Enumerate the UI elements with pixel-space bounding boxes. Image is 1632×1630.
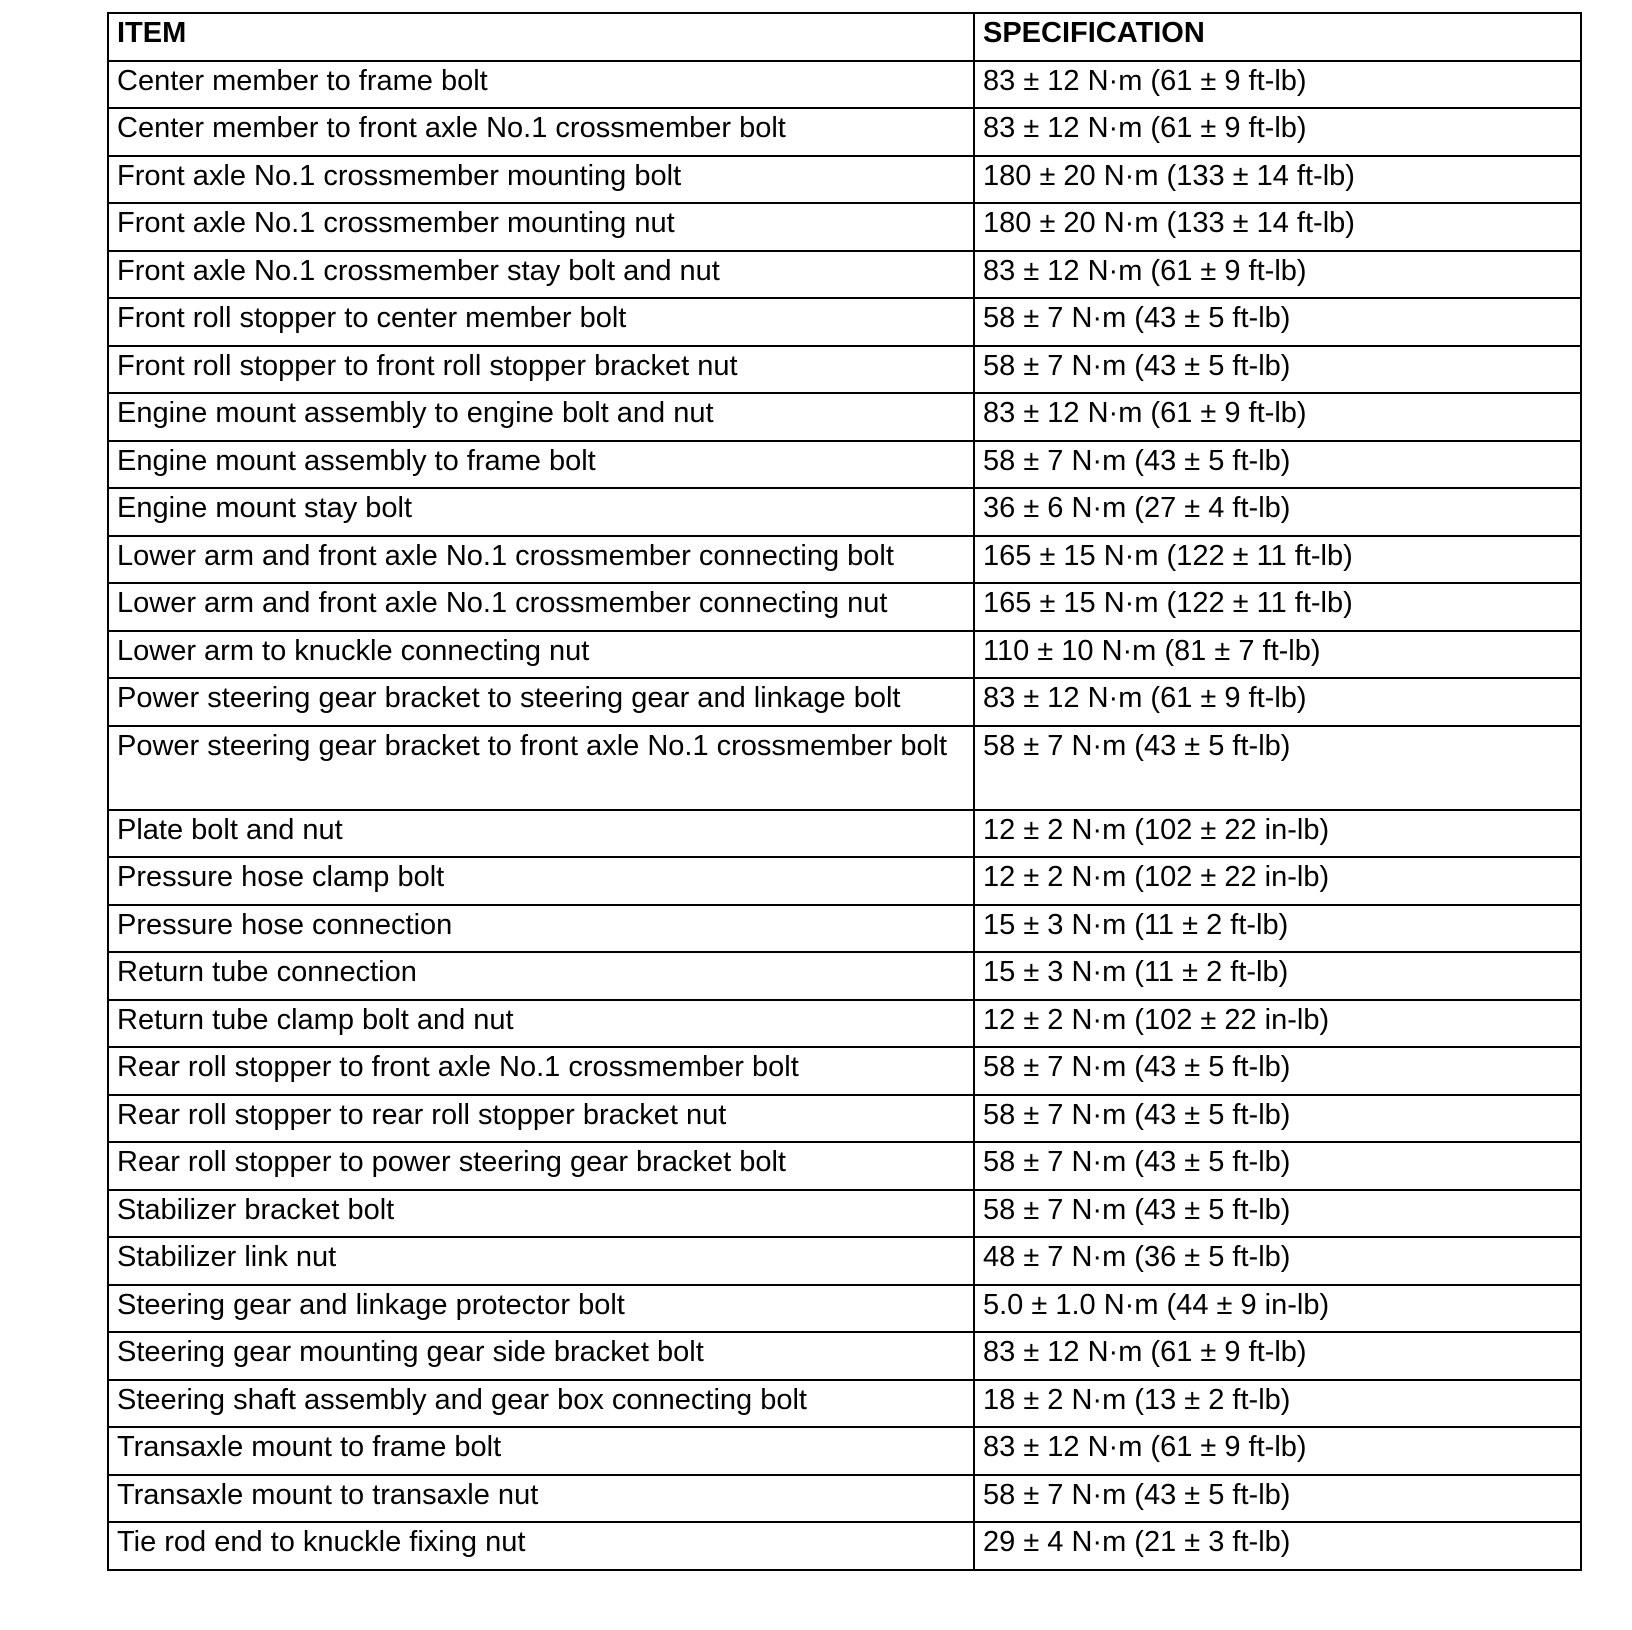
table-row (108, 810, 1581, 858)
table-row (108, 156, 1581, 204)
specification-cell: 165 ± 15 N·m (122 ± 11 ft-lb) (974, 536, 1581, 584)
specification-cell: 18 ± 2 N·m (13 ± 2 ft-lb) (974, 1380, 1581, 1428)
specification-cell: 12 ± 2 N·m (102 ± 22 in-lb) (974, 857, 1581, 905)
table-row (108, 952, 1581, 1000)
table-row (108, 631, 1581, 679)
specification-cell: 83 ± 12 N·m (61 ± 9 ft-lb) (974, 1427, 1581, 1475)
specification-cell: 29 ± 4 N·m (21 ± 3 ft-lb) (974, 1522, 1581, 1570)
table-row (108, 1142, 1581, 1190)
item-cell: Return tube clamp bolt and nut (108, 1000, 974, 1048)
torque-spec-table (107, 12, 1582, 1571)
table-body (108, 61, 1581, 1570)
item-cell: Stabilizer link nut (108, 1237, 974, 1285)
specification-cell: 165 ± 15 N·m (122 ± 11 ft-lb) (974, 583, 1581, 631)
table-row (108, 726, 1581, 810)
item-cell: Engine mount assembly to engine bolt and nut (108, 393, 974, 441)
table-row (108, 61, 1581, 109)
specification-cell: 58 ± 7 N·m (43 ± 5 ft-lb) (974, 346, 1581, 394)
table-row (108, 1000, 1581, 1048)
specification-cell: 58 ± 7 N·m (43 ± 5 ft-lb) (974, 1047, 1581, 1095)
item-cell: Lower arm to knuckle connecting nut (108, 631, 974, 679)
table-row (108, 441, 1581, 489)
table-row (108, 1095, 1581, 1143)
specification-cell: 83 ± 12 N·m (61 ± 9 ft-lb) (974, 251, 1581, 299)
item-cell: Steering gear mounting gear side bracket bolt (108, 1332, 974, 1380)
item-cell: Rear roll stopper to power steering gear bracket bolt (108, 1142, 974, 1190)
table-row (108, 1190, 1581, 1238)
item-cell: Front axle No.1 crossmember mounting bolt (108, 156, 974, 204)
table-row (108, 536, 1581, 584)
specification-cell: 36 ± 6 N·m (27 ± 4 ft-lb) (974, 488, 1581, 536)
table-row (108, 251, 1581, 299)
specification-cell: 12 ± 2 N·m (102 ± 22 in-lb) (974, 810, 1581, 858)
item-cell: Rear roll stopper to rear roll stopper bracket nut (108, 1095, 974, 1143)
item-column-header: ITEM (108, 13, 974, 61)
specification-cell: 58 ± 7 N·m (43 ± 5 ft-lb) (974, 441, 1581, 489)
specification-cell: 83 ± 12 N·m (61 ± 9 ft-lb) (974, 678, 1581, 726)
item-cell: Center member to frame bolt (108, 61, 974, 109)
table-row (108, 1522, 1581, 1570)
specification-cell: 58 ± 7 N·m (43 ± 5 ft-lb) (974, 1475, 1581, 1523)
specification-cell: 58 ± 7 N·m (43 ± 5 ft-lb) (974, 298, 1581, 346)
item-cell: Stabilizer bracket bolt (108, 1190, 974, 1238)
specification-cell: 58 ± 7 N·m (43 ± 5 ft-lb) (974, 1142, 1581, 1190)
specification-column-header: SPECIFICATION (974, 13, 1581, 61)
item-cell: Plate bolt and nut (108, 810, 974, 858)
table-row (108, 678, 1581, 726)
specification-cell: 58 ± 7 N·m (43 ± 5 ft-lb) (974, 1095, 1581, 1143)
table-row (108, 1285, 1581, 1333)
specification-cell: 110 ± 10 N·m (81 ± 7 ft-lb) (974, 631, 1581, 679)
item-cell: Steering gear and linkage protector bolt (108, 1285, 974, 1333)
specification-cell: 83 ± 12 N·m (61 ± 9 ft-lb) (974, 61, 1581, 109)
item-cell: Front axle No.1 crossmember stay bolt and nut (108, 251, 974, 299)
table-row (108, 1237, 1581, 1285)
item-cell: Tie rod end to knuckle fixing nut (108, 1522, 974, 1570)
specification-cell: 180 ± 20 N·m (133 ± 14 ft-lb) (974, 156, 1581, 204)
specification-cell: 83 ± 12 N·m (61 ± 9 ft-lb) (974, 108, 1581, 156)
specification-cell: 83 ± 12 N·m (61 ± 9 ft-lb) (974, 1332, 1581, 1380)
specification-cell: 5.0 ± 1.0 N·m (44 ± 9 in-lb) (974, 1285, 1581, 1333)
item-cell: Power steering gear bracket to steering gear and linkage bolt (108, 678, 974, 726)
item-cell: Transaxle mount to transaxle nut (108, 1475, 974, 1523)
item-cell: Front axle No.1 crossmember mounting nut (108, 203, 974, 251)
table-row (108, 1427, 1581, 1475)
item-cell: Pressure hose connection (108, 905, 974, 953)
table-row (108, 583, 1581, 631)
item-cell: Lower arm and front axle No.1 crossmember connecting nut (108, 583, 974, 631)
item-cell: Return tube connection (108, 952, 974, 1000)
item-cell: Power steering gear bracket to front axle No.1 crossmember bolt (108, 726, 974, 810)
item-cell: Front roll stopper to center member bolt (108, 298, 974, 346)
item-cell: Engine mount assembly to frame bolt (108, 441, 974, 489)
specification-cell: 83 ± 12 N·m (61 ± 9 ft-lb) (974, 393, 1581, 441)
specification-cell: 12 ± 2 N·m (102 ± 22 in-lb) (974, 1000, 1581, 1048)
item-cell: Pressure hose clamp bolt (108, 857, 974, 905)
specification-cell: 15 ± 3 N·m (11 ± 2 ft-lb) (974, 905, 1581, 953)
specification-cell: 180 ± 20 N·m (133 ± 14 ft-lb) (974, 203, 1581, 251)
table-row (108, 1047, 1581, 1095)
specification-cell: 58 ± 7 N·m (43 ± 5 ft-lb) (974, 726, 1581, 810)
table-row (108, 1332, 1581, 1380)
table-row (108, 857, 1581, 905)
specification-cell: 58 ± 7 N·m (43 ± 5 ft-lb) (974, 1190, 1581, 1238)
item-cell: Lower arm and front axle No.1 crossmember connecting bolt (108, 536, 974, 584)
item-cell: Front roll stopper to front roll stopper bracket nut (108, 346, 974, 394)
table-row (108, 346, 1581, 394)
item-cell: Rear roll stopper to front axle No.1 crossmember bolt (108, 1047, 974, 1095)
table-row (108, 203, 1581, 251)
item-cell: Center member to front axle No.1 crossmember bolt (108, 108, 974, 156)
item-cell: Engine mount stay bolt (108, 488, 974, 536)
table-row (108, 108, 1581, 156)
specification-cell: 15 ± 3 N·m (11 ± 2 ft-lb) (974, 952, 1581, 1000)
table-row (108, 488, 1581, 536)
table-row (108, 298, 1581, 346)
table-header-row (108, 13, 1581, 61)
table-row (108, 393, 1581, 441)
item-cell: Transaxle mount to frame bolt (108, 1427, 974, 1475)
table-row (108, 905, 1581, 953)
item-cell: Steering shaft assembly and gear box connecting bolt (108, 1380, 974, 1428)
table-row (108, 1475, 1581, 1523)
specification-cell: 48 ± 7 N·m (36 ± 5 ft-lb) (974, 1237, 1581, 1285)
table-row (108, 1380, 1581, 1428)
